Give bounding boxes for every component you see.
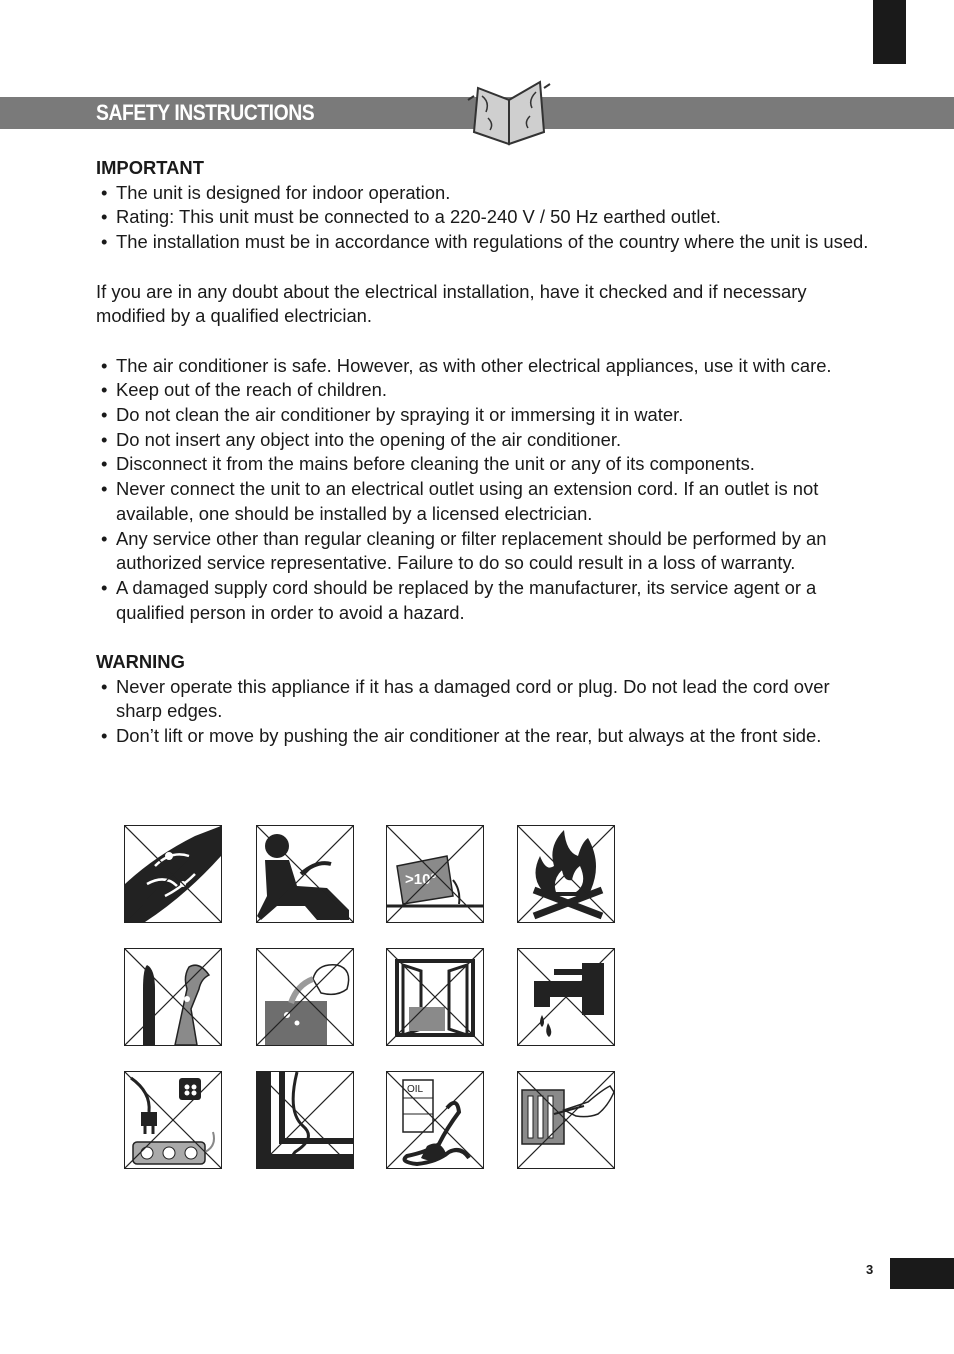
doubt-paragraph: If you are in any doubt about the electrical installation, have it checked and if necessary modified by a qualified electrician.	[96, 280, 807, 327]
cord-over-edge-prohibited-icon	[256, 1071, 354, 1169]
window-prohibited-icon	[386, 948, 484, 1046]
page-number: 3	[866, 1262, 874, 1277]
oil-prohibited-icon	[386, 1071, 484, 1169]
list-item: • Disconnect it from the mains before cleaning the unit or any of its components.	[96, 452, 876, 477]
page-title: SAFETY INSTRUCTIONS	[96, 100, 315, 125]
general-list	[96, 354, 876, 626]
important-heading: IMPORTANT	[96, 157, 204, 178]
hand-touch-prohibited-icon	[124, 825, 222, 923]
open-book-icon	[466, 78, 552, 148]
warning-heading: WARNING	[96, 651, 185, 673]
list-item: • Do not clean the air conditioner by spraying it or immersing it in water.	[96, 403, 876, 428]
list-item: • Don’t lift or move by pushing the air conditioner at the rear, but always at the front side.	[96, 724, 876, 749]
list-item: • The air conditioner is safe. However, as with other electrical appliances, use it with care.	[96, 354, 876, 379]
insert-object-prohibited-icon	[517, 1071, 615, 1169]
page-tab-marker-bottom	[890, 1258, 954, 1289]
list-item: • Never connect the unit to an electrical outlet using an extension cord. If an outlet is not available, one should be installed by a licensed electrician.	[96, 477, 876, 526]
extension-cord-prohibited-icon	[124, 1071, 222, 1169]
list-item: • Any service other than regular cleaning or filter replacement should be performed by an authorized service representative. Failure to do so could result in a loss of warranty.	[96, 527, 876, 576]
list-item: • The unit is designed for indoor operation.	[96, 181, 876, 206]
warning-list	[96, 675, 876, 749]
pouring-water-prohibited-icon	[256, 948, 354, 1046]
safety-content	[96, 156, 876, 749]
tap-water-prohibited-icon	[517, 948, 615, 1046]
list-item: • The installation must be in accordance with regulations of the country where the unit is used.	[96, 230, 876, 255]
oil-label: OIL	[407, 1084, 424, 1095]
list-item: • Rating: This unit must be connected to a 220-240 V / 50 Hz earthed outlet.	[96, 205, 876, 230]
important-list	[96, 181, 876, 255]
incline-angle-label: >10°	[405, 871, 437, 888]
list-item: • A damaged supply cord should be replaced by the manufacturer, its service agent or a qualified person in order to avoid a hazard.	[96, 576, 876, 625]
page-tab-marker	[873, 0, 906, 64]
child-prohibited-icon	[256, 825, 354, 923]
fire-prohibited-icon	[517, 825, 615, 923]
tools-prohibited-icon	[124, 948, 222, 1046]
list-item: • Never operate this appliance if it has a damaged cord or plug. Do not lead the cord over sharp edges.	[96, 675, 876, 724]
incline-prohibited-icon	[386, 825, 484, 923]
list-item: • Do not insert any object into the opening of the air conditioner.	[96, 428, 876, 453]
list-item: • Keep out of the reach of children.	[96, 378, 876, 403]
